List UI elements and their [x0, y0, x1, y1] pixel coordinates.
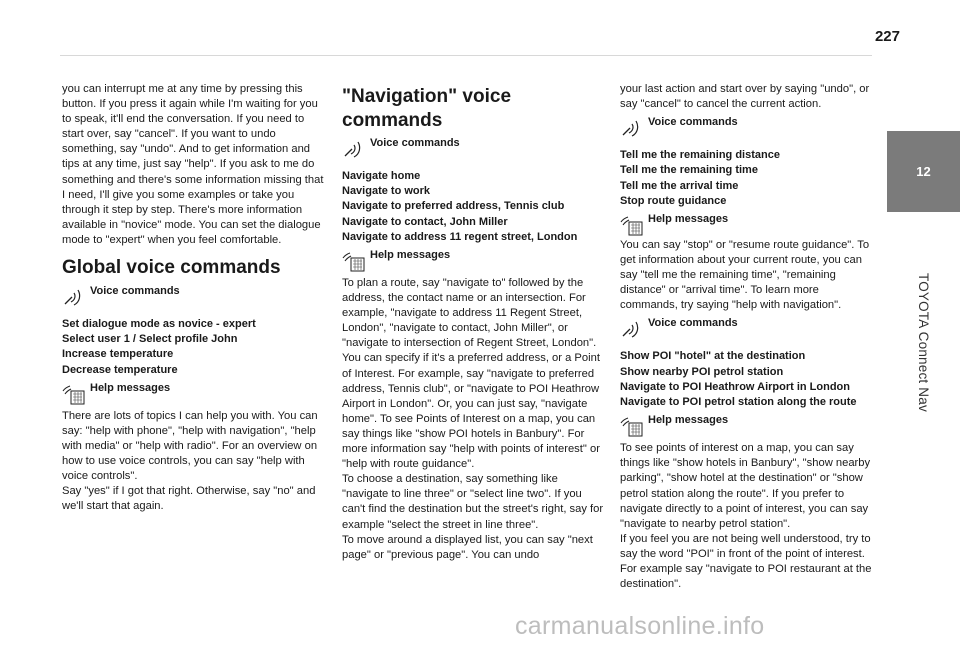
- command-item: Navigate to POI Heathrow Airport in London: [620, 380, 850, 393]
- voice-wave-icon: [620, 117, 644, 139]
- command-item: Show nearby POI petrol station: [620, 365, 784, 378]
- help-paragraph: You can say "stop" or "resume route guidance". To get information about your current route, you can say "tell me the remaining time", "remaining distance" or "arrival time". To learn more commands, try saying "help with navigation".: [620, 239, 870, 312]
- watermark: carmanualsonline.info: [515, 612, 765, 640]
- column-3: [620, 82, 872, 592]
- command-item: Tell me the remaining time: [620, 164, 758, 177]
- help-paragraph: If you feel you are not being well understood, try to say the word "POI" in front of the point of interest. For example say "navigate to POI restaurant at the destination".: [620, 532, 872, 591]
- command-item: Navigate to work: [342, 185, 431, 198]
- command-item: Stop route guidance: [620, 194, 727, 207]
- help-paragraph: To move around a displayed list, you can say "next page" or "previous page". You can undo: [342, 533, 593, 561]
- help-paragraph: Say "yes" if I got that right. Otherwise, say "no" and we'll start that again.: [62, 485, 316, 513]
- voice-commands-label: Voice commands: [648, 116, 738, 129]
- chapter-number: 12: [916, 164, 931, 179]
- voice-commands-label: Voice commands: [648, 317, 738, 330]
- command-list: [342, 169, 604, 245]
- help-messages-label: Help messages: [648, 213, 729, 225]
- help-paragraph: To plan a route, say "navigate to" followed by the address, the contact name or an intersection. For example, "navigate to address 11 Regent Street, London", "navigate to contact, John Miller", or "navigate to intersection of Regent Street, London". You can specify if it's a preferred address, or a Point of Interest. For example, say "navigate to preferred address, Tennis club", or "navigate to POI Heathrow Airport in London". Or, you can just say, "navigate home". To see Points of Interest on a map, you can say things like "show POI hotels in Banbury". For more information say "help with points of interest" or "help with route guidance".: [342, 277, 600, 471]
- help-paragraph: To see points of interest on a map, you can say things like "show hotels in Banbury", "show nearby parking", "show hotel at the destination" or "show petrol station along the route". If you prefer to navigate directly to a point of interest, you can say "navigate to nearby petrol station".: [620, 442, 871, 530]
- heading-line: "Navigation" voice: [342, 86, 512, 107]
- help-messages-label-row: [620, 211, 872, 236]
- voice-wave-icon: [342, 138, 366, 160]
- command-item: Navigate to contact, John Miller: [342, 215, 508, 228]
- command-item: Navigate to POI petrol station along the route: [620, 396, 857, 409]
- command-item: Increase temperature: [62, 348, 174, 361]
- help-messages-label: Help messages: [648, 414, 729, 427]
- command-item: Show POI "hotel" at the destination: [620, 350, 806, 363]
- page-number: 227: [874, 28, 900, 45]
- help-text: [620, 441, 872, 592]
- command-item: Navigate to address 11 regent street, London: [342, 230, 578, 243]
- command-item: Select user 1 / Select profile John: [62, 333, 238, 346]
- voice-commands-label-row: [62, 283, 327, 308]
- heading-line: commands: [342, 110, 443, 131]
- command-item: Navigate to preferred address, Tennis club: [342, 200, 565, 213]
- column-2: [342, 85, 604, 563]
- command-item: Decrease temperature: [62, 363, 178, 376]
- header-divider: [60, 55, 872, 56]
- voice-commands-label: Voice commands: [370, 137, 460, 149]
- help-text: [342, 276, 604, 563]
- chapter-title-vertical: [887, 212, 960, 472]
- voice-wave-icon: [62, 286, 86, 308]
- column-1: [62, 82, 327, 515]
- help-paragraph: There are lots of topics I can help you with. You can say: "help with phone", "help with navigation", "help with media" or "help with radio". For an overview on how to use voice controls, you can say "help with voice controls".: [62, 409, 318, 483]
- section-heading-global: Global voice commands: [62, 257, 281, 279]
- command-list: [620, 349, 872, 410]
- help-messages-label: Help messages: [90, 381, 171, 394]
- command-list: [62, 317, 327, 378]
- help-screen-icon: [342, 250, 366, 272]
- section-heading-navigation: [342, 85, 604, 133]
- help-messages-label: Help messages: [370, 249, 451, 262]
- help-messages-label-row: [62, 380, 327, 405]
- voice-wave-icon: [620, 318, 644, 340]
- help-screen-icon: [620, 214, 644, 236]
- command-item: Tell me the arrival time: [620, 179, 739, 192]
- command-item: Navigate home: [342, 170, 421, 182]
- chapter-tab: [887, 131, 960, 212]
- help-messages-label-row: [620, 412, 872, 437]
- help-screen-icon: [62, 383, 86, 405]
- command-list: [620, 148, 872, 209]
- voice-commands-label: Voice commands: [90, 285, 180, 298]
- voice-commands-label-row: [342, 135, 604, 160]
- help-screen-icon: [620, 415, 644, 437]
- chapter-title: TOYOTA Connect Nav: [916, 272, 931, 412]
- help-paragraph: To choose a destination, say something like "navigate to line three" or "select line two". If you can't find the destination but the street's right, say for example "select the street in line three".: [342, 473, 604, 531]
- command-item: Set dialogue mode as novice - expert: [62, 318, 256, 331]
- intro-paragraph: your last action and start over by saying "undo", or say "cancel" to cancel the current action.: [620, 83, 870, 111]
- intro-paragraph: you can interrupt me at any time by pressing this button. If you press it again while I'm waiting for you to speak, it'll end the conversation. If you need to start over, say "cancel". If you want to undo something, say "undo". And to get information and tips at any time, just say "help". If you ask to me do something and there's some information missing that I need, I'll give you some examples or take you through it step by step. There's more information available in "novice" mode. You can set the dialogue mode to "expert" when you feel comfortable.: [62, 83, 324, 246]
- command-item: Tell me the remaining distance: [620, 149, 780, 162]
- voice-commands-label-row: [620, 315, 872, 340]
- help-messages-label-row: [342, 247, 604, 272]
- voice-commands-label-row: [620, 114, 872, 139]
- help-text: [62, 409, 327, 515]
